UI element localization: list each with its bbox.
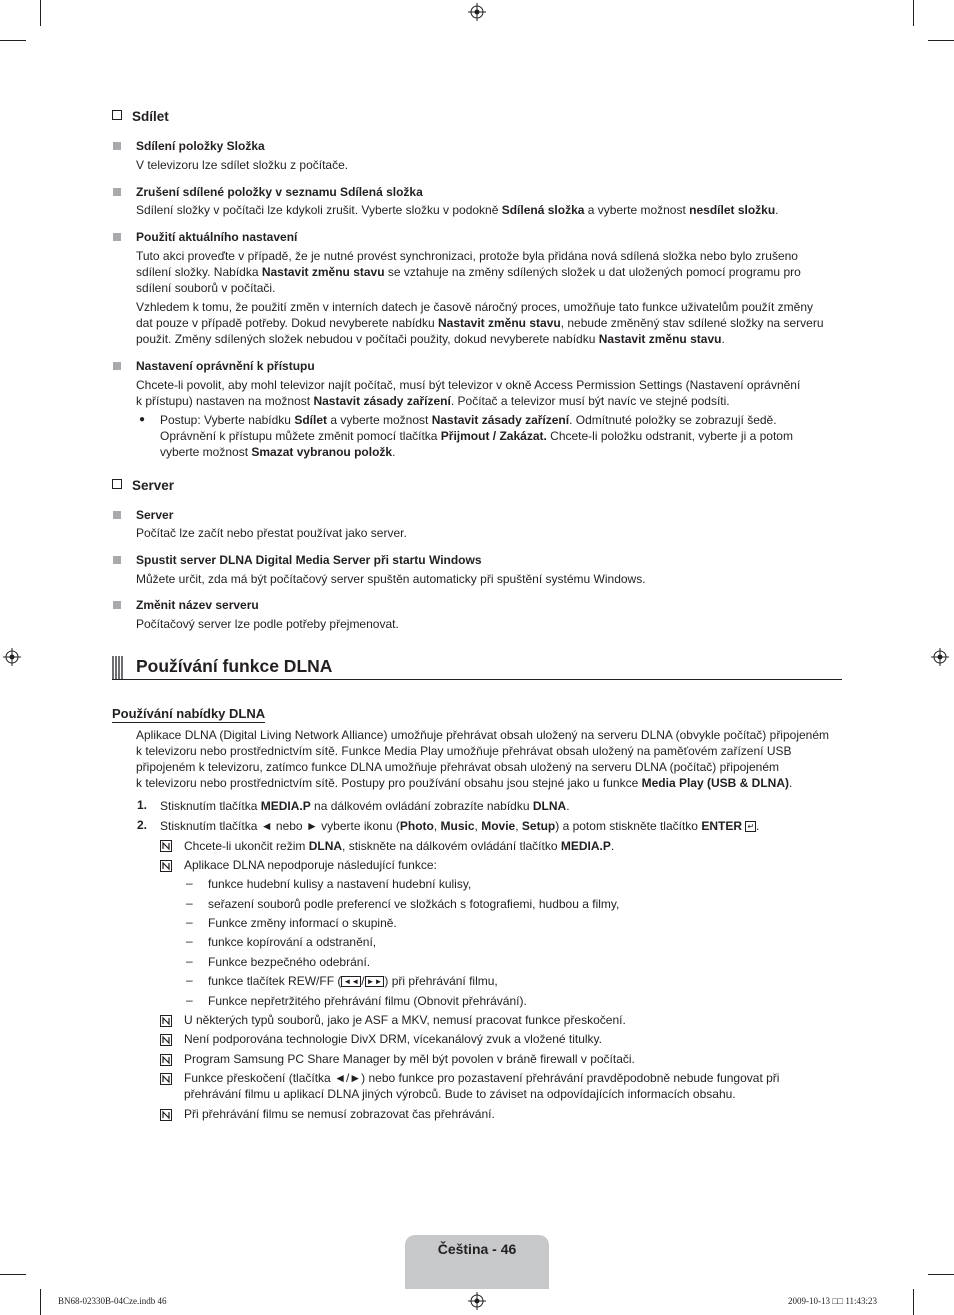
item-heading: Spustit server DLNA Digital Media Server při startu Windows	[136, 553, 482, 567]
dash-item: Funkce změny informací o skupině.	[208, 916, 397, 930]
note-icon	[160, 1015, 172, 1027]
note-icon	[160, 1054, 172, 1066]
item-text: Můžete určit, zda má být počítačový server spuštěn automaticky při spuštění systému Windows.	[136, 572, 646, 586]
item-text: Chcete-li povolit, aby mohl televizor najít počítač, musí být televizor v okně Access Permission Settings (Nastavení oprávnění k přístupu) nastaven na možnost Nastavit zásady zařízení. Počítač a televizor musí být navíc ve stejné podsíti.	[136, 378, 801, 408]
item-text: V televizoru lze sdílet složku z počítače.	[136, 158, 349, 172]
note-icon	[160, 1073, 172, 1085]
note-icon	[160, 860, 172, 872]
dash-item: funkce tlačítek REW/FF ( ◄◄ / ►► ) při přehrávání filmu,	[208, 974, 498, 988]
item-heading: Server	[136, 508, 174, 522]
dash-bullet: –	[186, 915, 193, 929]
crop-mark	[928, 40, 954, 41]
dash-bullet: –	[186, 876, 193, 890]
item-heading: Zrušení sdílené položky v seznamu Sdílená složka	[136, 185, 423, 199]
crop-mark	[928, 1274, 954, 1275]
round-bullet-icon: ●	[139, 414, 146, 425]
note-text: Při přehrávání filmu se nemusí zobrazovat čas přehrávání.	[184, 1107, 495, 1121]
square-bullet-icon	[113, 142, 121, 150]
crop-mark	[40, 0, 41, 26]
crop-mark	[913, 0, 914, 26]
square-bullet-icon	[113, 511, 121, 519]
print-slug-left: BN68-02330B-04Cze.indb 46	[58, 1296, 167, 1306]
note-icon	[160, 840, 172, 852]
note-text: U některých typů souborů, jako je ASF a MKV, nemusí pracovat funkce přeskočení.	[184, 1013, 626, 1027]
square-bullet-icon	[113, 601, 121, 609]
rewind-icon: ◄◄	[343, 977, 360, 986]
item-heading: Použití aktuálního nastavení	[136, 230, 298, 244]
section-bar	[112, 656, 124, 680]
section-heading-server: Server	[112, 478, 174, 493]
dash-bullet: –	[186, 896, 193, 910]
registration-mark-icon	[3, 648, 21, 666]
note-text: Funkce přeskočení (tlačítka ◄/►) nebo funkce pro pozastavení přehrávání pravděpodobně nebude fungovat při přehrávání filmu u aplikací DLNA jiných výrobců. Bude to záviset na odpovídajících informacích obsahu.	[184, 1071, 780, 1101]
dash-bullet: –	[186, 934, 193, 948]
registration-mark-icon	[468, 3, 486, 21]
dash-item: funkce kopírování a odstranění,	[208, 935, 377, 949]
enter-icon: ↵	[747, 822, 755, 831]
page-number-tab	[405, 1235, 549, 1289]
crop-mark	[40, 1289, 41, 1315]
item-text: Počítačový server lze podle potřeby přejmenovat.	[136, 617, 399, 631]
checkbox-icon	[112, 110, 122, 120]
dash-item: Funkce bezpečného odebrání.	[208, 955, 371, 969]
intro-text: Aplikace DLNA (Digital Living Network Alliance) umožňuje přehrávat obsah uložený na serveru DLNA (obvykle počítač) připojeném k televizoru nebo prostřednictvím sítě. Funkce Media Play umožňuje přehrávat obsah uložený na paměťovém zařízení USB připojeném k televizoru, zatímco funkce DLNA umožňuje přehrávat obsah uložený na serveru DLNA (počítač) připojeném k televizoru nebo prostřednictvím sítě. Postupy pro používání obsahu jsou stejné jako u funkce Media Play (USB & DLNA).	[136, 728, 830, 790]
square-bullet-icon	[113, 362, 121, 370]
item-heading: Změnit název serveru	[136, 598, 259, 612]
note-icon	[160, 1034, 172, 1046]
square-bullet-icon	[113, 233, 121, 241]
fast-forward-icon: ►►	[366, 977, 383, 986]
section-heading-sdilet: Sdílet	[112, 109, 169, 124]
item-heading: Sdílení položky Složka	[136, 139, 265, 153]
print-slug-right: 2009-10-13 □□ 11:43:23	[788, 1296, 878, 1306]
square-bullet-icon	[113, 188, 121, 196]
item-heading: Nastavení oprávnění k přístupu	[136, 359, 315, 373]
crop-mark	[913, 1289, 914, 1315]
divider	[112, 679, 842, 680]
note-icon	[160, 1109, 172, 1121]
dash-bullet: –	[186, 954, 193, 968]
crop-mark	[0, 40, 26, 41]
dash-item: funkce hudební kulisy a nastavení hudební kulisy,	[208, 877, 472, 891]
item-text: Postup: Vyberte nabídku Sdílet a vyberte možnost Nastavit zásady zařízení. Odmítnuté položky se zobrazují šedě. Oprávnění k přístupu můžete změnit pomocí tlačítka Přijmout / Zakázat. Chcete-li položku odstranit, vyberte ji a potom vyberte možnost Smazat vybranou položk.	[160, 413, 793, 459]
item-text: Vzhledem k tomu, že použití změn v interních datech je časově náročný proces, umožňuje tato funkce uživatelům použít změny dat pouze v případě potřeby. Dokud nevyberete nabídku Nastavit změnu stavu, nebude změněný stav sdílené složky na serveru použit. Změny sdílených složek nebudou v počítači použity, dokud nevyberete nabídku Nastavit změnu stavu.	[136, 300, 824, 346]
step-number: 2.	[137, 818, 148, 832]
note-text: Program Samsung PC Share Manager by měl být povolen v bráně firewall v počítači.	[184, 1052, 635, 1066]
note-text: Aplikace DLNA nepodporuje následující funkce:	[184, 858, 437, 872]
dash-bullet: –	[186, 993, 193, 1007]
subsection-title: Používání nabídky DLNA	[112, 706, 266, 721]
checkbox-icon	[112, 479, 122, 489]
registration-mark-icon	[468, 1292, 486, 1310]
step-number: 1.	[137, 798, 148, 812]
note-text: Chcete-li ukončit režim DLNA, stiskněte na dálkovém ovládání tlačítko MEDIA.P.	[184, 839, 615, 853]
square-bullet-icon	[113, 556, 121, 564]
dash-bullet: –	[186, 973, 193, 987]
crop-mark	[0, 1274, 26, 1275]
step-text: Stisknutím tlačítka ◄ nebo ► vyberte ikonu (Photo, Music, Movie, Setup) a potom stiskněte tlačítko ENTER ↵ .	[160, 819, 760, 833]
section-title: Používání funkce DLNA	[136, 656, 333, 676]
note-text: Není podporována technologie DivX DRM, vícekanálový zvuk a vložené titulky.	[184, 1032, 602, 1046]
page-number: Čeština - 46	[437, 1241, 517, 1257]
item-text: Sdílení složky v počítači lze kdykoli zrušit. Vyberte složku v podokně Sdílená složka a vyberte možnost nesdílet složku.	[136, 203, 779, 217]
item-text: Počítač lze začít nebo přestat používat jako server.	[136, 526, 407, 540]
dash-item: seřazení souborů podle preferencí ve složkách s fotografiemi, hudbou a filmy,	[208, 897, 620, 911]
registration-mark-icon	[931, 648, 949, 666]
dash-item: Funkce nepřetržitého přehrávání filmu (Obnovit přehrávání).	[208, 994, 527, 1008]
item-text: Tuto akci proveďte v případě, že je nutné provést synchronizaci, protože byla přidána nová sdílená složka nebo bylo zrušeno sdílení složky. Nabídka Nastavit změnu stavu se vztahuje na změny sdílených složek u dat uložených pomocí programu pro sdílení souborů v počítači.	[136, 249, 801, 295]
step-text: Stisknutím tlačítka MEDIA.P na dálkovém ovládání zobrazíte nabídku DLNA.	[160, 799, 570, 813]
